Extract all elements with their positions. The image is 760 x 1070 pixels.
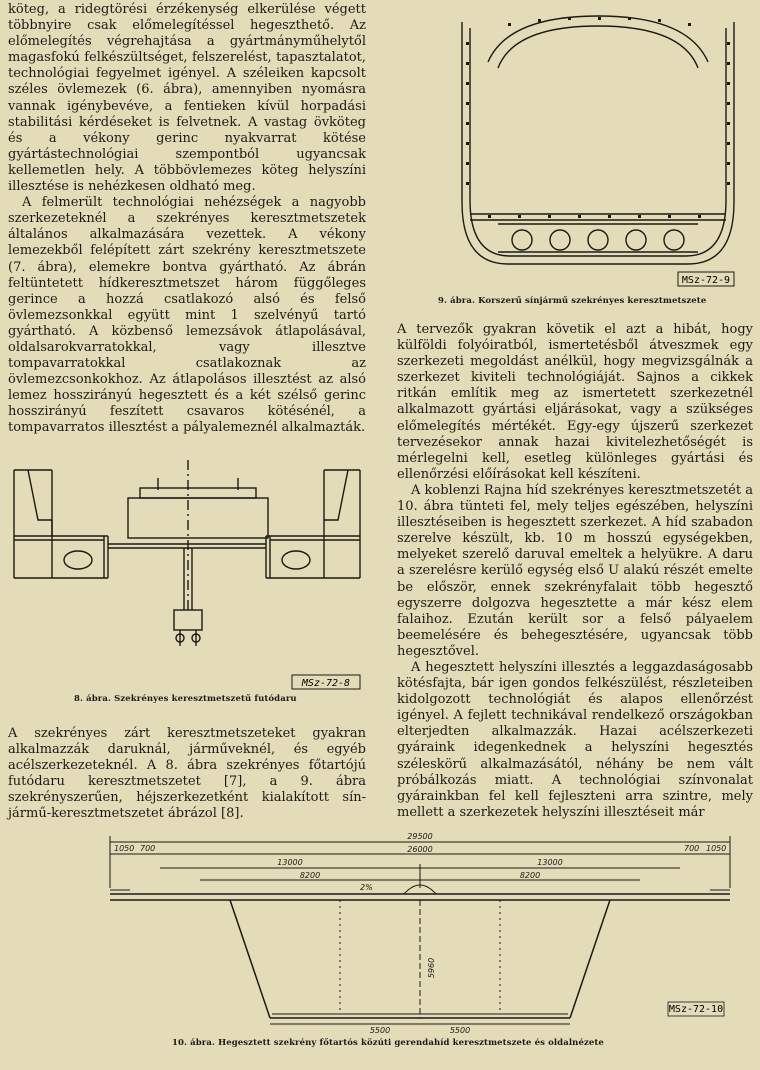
paragraph: A felmerült technológiai nehézségek a nagyobb szerkezeteknél a szekrényes keresztmetszetek általános alkalmazására vezettek. A vékony lemezekből felépített zárt szekrény keresztmetszete (7. ábra), elemekre bontva gyártható. Az ábrán feltüntetett hídkeresztmetszet három függőleges gerince a hozzá csatlakozó alsó és felső övlemezsonkkal együtt mint 1 szelvényű tartó gyártható. A közbenső lemezsávok átlapolásával, oldalsarokvarratokkal, vagy illesztve tompavarratokkal csatlakoznak az övlemezcsonkokhoz. Az átlapolásos illesztést az alsó lemez hosszirányú hegesztett és a két szélső gerinc hosszirányú feszített csavaros kötésénél, a tompavarratos illesztést a pályalemeznél alkalmazták. (8, 195, 366, 436)
dim-right-b: 1050 (706, 844, 727, 853)
left-column-bottom (8, 726, 366, 823)
dim-bottom-half: 5500 (449, 1026, 471, 1034)
dim-bottom: 5500 (369, 1026, 391, 1034)
figure-10-stamp: MSz-72-10 (668, 1004, 724, 1015)
dim-left-b: 700 (140, 844, 156, 853)
dim-inner: 26000 (407, 845, 433, 854)
figure-8-caption: 8. ábra. Szekrényes keresztmetszetű futódaru (74, 694, 297, 704)
figure-8-crane-section (8, 460, 378, 690)
dim-left-a: 1050 (114, 844, 135, 853)
dim-right-a: 700 (684, 844, 700, 853)
figure-10-bridge-section (100, 828, 740, 1034)
dim-slope: 2% (360, 883, 373, 892)
right-column (397, 322, 753, 821)
paragraph: köteg, a ridegtörési érzékenység elkerülése végett többnyire csak előmelegítéssel hegeszthető. Az előmelegítés végrehajtása a gyártmányműhelytől magasfokú felkészültséget, felszerelést, tapasztalatot, technológiai fegyelmet igényel. A széleiken kapcsolt széles övlemezek (6. ábra), amennyiben nyomásra vannak igénybevéve, a fentieken kívül horpadási stabilitási kérdéseket is felvetnek. A vastag övköteg és a vékony gerinc nyakvarrat kötése gyártástechnológiai szempontból ugyancsak kellemetlen hely. A többövlemezes köteg helyszíni illesztése is nehézkesen oldható meg. (8, 2, 366, 195)
figure-9-caption: 9. ábra. Korszerű sínjármű szekrényes keresztmetszete (438, 296, 707, 306)
figure-9-stamp: MSz-72-9 (681, 275, 731, 286)
dim-right-half: 13000 (537, 858, 563, 867)
figure-8-stamp: MSz-72-8 (301, 678, 351, 689)
dim-height: 5960 (427, 957, 436, 979)
paragraph: A hegesztett helyszíni illesztés a leggazdaságosabb kötésfajta, bár igen gondos felkészülést, részleteiben kidolgozott technológiát és alapos ellenőrzést igényel. A fejlett technikával rendelkező országokban elterjedten alkalmazzák. Hazai acélszerkezeti gyáraink idegenkednek a helyszíni hegesztés széleskörű alkalmazásától, néhány be nem vált próbálkozás miatt. A technológiai színvonalat gyárainkban fel kell fejleszteni arra szintre, mely mellett a szerkezetek helyszíni illesztéseit már (397, 659, 753, 820)
figure-10-caption: 10. ábra. Hegesztett szekrény főtartós közúti gerendahíd keresztmetszete és oldalnézete (172, 1038, 604, 1048)
dim-seg1: 8200 (299, 871, 321, 880)
dim-left-half: 13000 (277, 858, 303, 867)
dim-total: 29500 (407, 832, 433, 841)
paragraph: A koblenzi Rajna híd szekrényes keresztmetszetét a 10. ábra tünteti fel, mely teljes egészében, helyszíni illesztéseiben is hegesztett szerkezet. A híd szabadon szerelve készült, kb. 10 m hosszú egységekben, melyeket szerelő daruval emeltek a helyükre. A daru a szerelésre kerülő egység első U alakú részét emelte be először, ennek szekrényfalait több hegesztő egyszerre dolgozva hegesztette a már kész elem falaihoz. Ezután került sor a felső pályaelem beemelésére és behegesztésére, ugyancsak több hegesztővel. (397, 482, 753, 659)
figure-9-railcar-section (448, 2, 748, 294)
paragraph: A tervezők gyakran követik el azt a hibát, hogy külföldi folyóiratból, ismertetésből átveszmek egy szerkezeti megoldást anélkül, hogy megvizsgálnák a szerkezet kiviteli technológiáját. Sajnos a cikkek ritkán említik meg az ismertetett szerkezetnél alkalmazott gyártási eljárásokat, vagy a szükséges előmelegítés mértékét. Egy-egy újszerű szerkezet tervezésekor annak hazai kivitelezhetőségét is mérlegelni kell, esetleg különleges gyártási és ellenőrzési előírásokat kell készíteni. (397, 322, 753, 482)
paragraph: A szekrényes zárt keresztmetszeteket gyakran alkalmazzák daruknál, járműveknél, és egyéb acélszerkezeteknél. A 8. ábra szekrényes főtartójú futódaru keresztmetszetet [7], a 9. ábra szekrényszerűen, héjszerkezetként kialakított sín-jármű-keresztmetszetet ábrázol [8]. (8, 726, 366, 822)
dim-seg2: 8200 (519, 871, 541, 880)
left-column-top (8, 2, 366, 437)
